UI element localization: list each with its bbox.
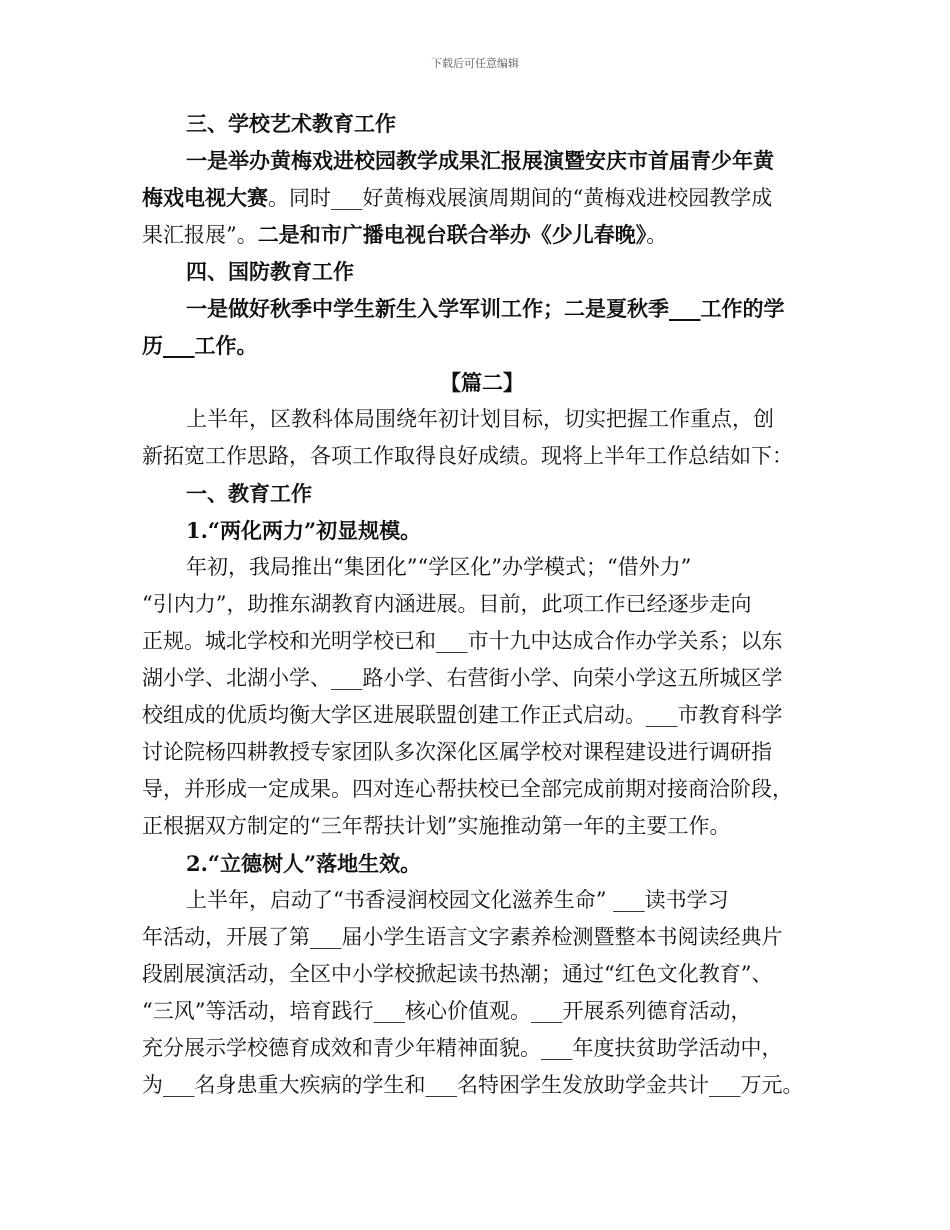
text-segment: 一是做好秋季中学生新生入学军训工作；二是夏秋季___工作的学	[186, 296, 785, 321]
text-line	[142, 216, 822, 253]
text-line	[142, 142, 822, 179]
text-line	[142, 882, 822, 919]
text-segment: 一、教育工作	[186, 481, 312, 506]
text-segment: 年活动，开展了第___届小学生语言文字素养检测暨整本书阅读经典片	[142, 925, 783, 949]
text-segment: “三风”等活动，培育践行___核心价值观。___开展系列德育活动，	[142, 999, 752, 1023]
text-line	[142, 253, 822, 290]
text-segment: 湖小学、北湖小学、___路小学、右营街小学、向荣小学这五所城区学	[142, 666, 783, 690]
text-line	[142, 697, 822, 734]
text-segment: 。	[646, 223, 668, 247]
text-line	[142, 845, 822, 882]
text-segment: 二是和市广播电视台联合举办《少儿春晚》	[257, 222, 647, 247]
text-segment: 三、学校艺术教育工作	[186, 111, 396, 136]
text-line	[142, 327, 822, 364]
text-line	[142, 549, 822, 586]
text-segment: 段剧展演活动，全区中小学校掀起读书热潮；通过“红色文化教育”、	[142, 962, 773, 986]
text-segment: 年初，我局推出“集团化”“学区化”办学模式；“借外力”	[186, 555, 692, 579]
text-segment: 历___工作。	[142, 333, 258, 358]
text-line	[142, 512, 822, 549]
text-segment: 充分展示学校德育成效和青少年精神面貌。___年度扶贫助学活动中，	[142, 1036, 783, 1060]
text-segment: 正规。城北学校和光明学校已和___市十九中达成合作办学关系；以东	[142, 629, 783, 653]
text-segment: “引内力”，助推东湖教育内涵进展。目前，此项工作已经逐步走向	[142, 592, 752, 616]
text-line	[142, 475, 822, 512]
text-segment: 校组成的优质均衡大学区进展联盟创建工作正式启动。___市教育科学	[142, 703, 783, 727]
text-line	[142, 734, 822, 771]
text-segment: 讨论院杨四耕教授专家团队多次深化区属学校对课程建设进行调研指	[142, 740, 772, 764]
text-segment: 一是举办黄梅戏进校园教学成果汇报展演暨安庆市首届青少年黄	[186, 148, 774, 173]
text-line	[142, 956, 822, 993]
text-segment: 新拓宽工作思路，各项工作取得良好成绩。现将上半年工作总结如下：	[142, 444, 793, 468]
text-line	[142, 1067, 822, 1104]
text-line	[142, 105, 822, 142]
page-header-note: 下载后可任意编辑	[431, 57, 519, 70]
text-line	[142, 993, 822, 1030]
text-line	[142, 586, 822, 623]
text-segment: 上半年，区教科体局围绕年初计划目标，切实把握工作重点，创	[186, 407, 774, 431]
text-segment: 导，并形成一定成果。四对连心帮扶校已全部完成前期对接商洽阶段，	[142, 777, 793, 801]
text-line	[142, 401, 822, 438]
text-line	[142, 364, 822, 401]
text-segment: 2.“立德树人”落地生效。	[186, 851, 422, 876]
document-body	[142, 105, 822, 1104]
text-line	[142, 919, 822, 956]
text-line	[142, 808, 822, 845]
text-segment: 正根据双方制定的“三年帮扶计划”实施推动第一年的主要工作。	[142, 814, 731, 838]
text-line	[142, 438, 822, 475]
text-segment: 梅戏电视大赛	[142, 185, 268, 210]
text-segment: 果汇报展”。	[142, 223, 258, 247]
text-line	[142, 771, 822, 808]
text-segment: 【篇二】	[440, 370, 524, 395]
text-line	[142, 660, 822, 697]
text-line	[142, 1030, 822, 1067]
text-line	[142, 179, 822, 216]
text-segment: 为___名身患重大疾病的学生和___名特困学生发放助学金共计___万元。	[142, 1073, 804, 1097]
text-line	[142, 290, 822, 327]
text-segment: 1.“两化两力”初显规模。	[186, 518, 422, 543]
text-segment: 。同时___好黄梅戏展演周期间的“黄梅戏进校园教学成	[268, 186, 773, 210]
text-segment: 上半年，启动了“书香浸润校园文化滋养生命” ___读书学习	[186, 888, 729, 912]
text-line	[142, 623, 822, 660]
text-segment: 四、国防教育工作	[186, 259, 354, 284]
